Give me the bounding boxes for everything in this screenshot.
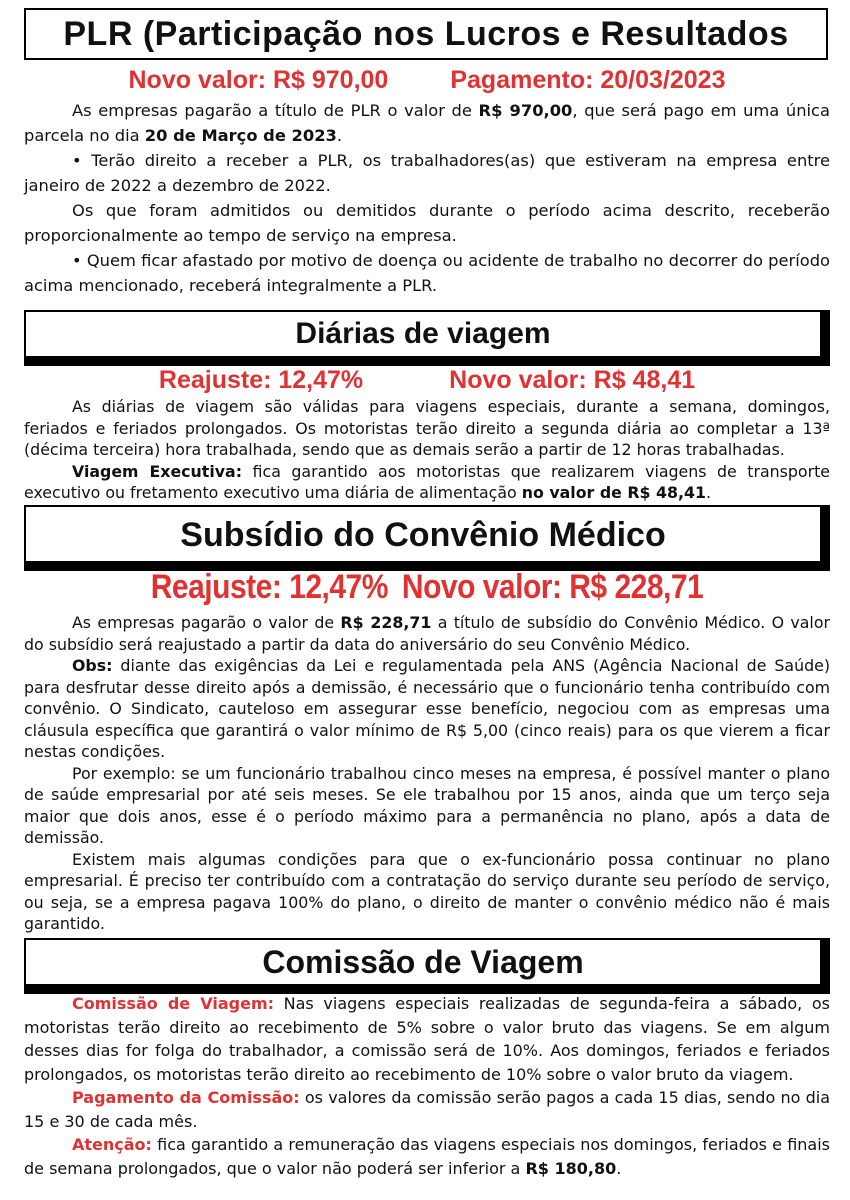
comissao-p3-text: fica garantido a remuneração das viagens especiais nos domingos, feriados e finais de semana prolongados, que o valor não poderá ser inferior a <box>24 1135 830 1178</box>
subsidio-paragraph-3: Por exemplo: se um funcionário trabalhou cinco meses na empresa, é possível manter o plano de saúde empresarial por até seis meses. Se ele trabalhou por 15 anos, ainda que um terço seja maior que dois anos, esse é o período máximo para a permanência no plano, após a data de demissão. <box>24 763 830 847</box>
comissao-paragraph-1 <box>24 992 830 1086</box>
diarias-highlight-row <box>24 366 830 395</box>
plr-p1-date: 20 de Março de 2023 <box>144 126 337 145</box>
subsidio-p2-label: Obs: <box>72 656 113 675</box>
comissao-p3-label: Atenção: <box>72 1135 152 1154</box>
plr-paragraph-2: • Terão direito a receber a PLR, os trabalhadores(as) que estiveram na empresa entre janeiro de 2022 a dezembro de 2022. <box>24 151 830 195</box>
plr-payment-date: Pagamento: 20/03/2023 <box>450 66 726 94</box>
subsidio-new-value: Novo valor: R$ 228,71 <box>401 568 704 606</box>
subsidio-paragraph-2 <box>24 655 830 763</box>
diarias-paragraph-2 <box>24 461 830 504</box>
plr-paragraph-1 <box>24 98 830 148</box>
subsidio-highlight-row <box>24 568 830 607</box>
diarias-p2-amount: no valor de R$ 48,41 <box>521 483 706 502</box>
diarias-adjustment: Reajuste: 12,47% <box>158 366 364 394</box>
subsidio-paragraph-1 <box>24 612 830 655</box>
subsidio-paragraph-4: Existem mais algumas condições para que o ex-funcionário possa continuar no plano empresarial. É preciso ter contribuído com a contratação do serviço durante seu período de serviço, ou seja, se a empresa pagava 100% do plano, o direito de manter o convênio médico não é mais garantido. <box>24 849 830 933</box>
comissao-p1-text: Nas viagens especiais realizadas de segunda-feira a sábado, os motoristas terão direito ao recebimento de 5% sobre o valor bruto das viagens. Se em algum desses dias for folga do trabalhador, a comissão será de 10%. Aos domingos, feriados e feriados prolongados, os motoristas terão direito ao recebimento de 10% sobre o valor bruto da viagem. <box>24 994 830 1084</box>
plr-p1-text-b: , que será pago em uma única parcela no dia <box>24 101 830 145</box>
diarias-new-value: Novo valor: R$ 48,41 <box>449 366 696 394</box>
plr-title: PLR (Participação nos Lucros e Resultados <box>24 8 828 60</box>
subsidio-p1-amount: R$ 228,71 <box>340 613 432 632</box>
plr-body <box>24 98 830 298</box>
comissao-paragraph-2 <box>24 1086 830 1133</box>
comissao-p2-label: Pagamento da Comissão: <box>72 1088 300 1107</box>
subsidio-body <box>24 612 830 935</box>
subsidio-title: Subsídio do Convênio Médico <box>24 505 830 571</box>
comissao-paragraph-3 <box>24 1133 830 1180</box>
plr-p1-text-a: As empresas pagarão a título de PLR o valor de <box>72 101 479 120</box>
comissao-title: Comissão de Viagem <box>24 938 830 994</box>
subsidio-p1-text-b: a título de subsídio do Convênio Médico. O valor do subsídio será reajustado a partir da data do aniversário do seu Convênio Médico. <box>24 613 830 654</box>
subsidio-adjustment: Reajuste: 12,47% <box>150 568 388 606</box>
diarias-body <box>24 396 830 504</box>
plr-p1-amount: R$ 970,00 <box>478 101 573 120</box>
subsidio-p1-text-a: As empresas pagarão o valor de <box>72 613 341 632</box>
plr-paragraph-4: • Quem ficar afastado por motivo de doença ou acidente de trabalho no decorrer do período acima mencionado, receberá integralmente a PLR. <box>24 251 830 295</box>
subsidio-p2-text: diante das exigências da Lei e regulamentada pela ANS (Agência Nacional de Saúde) para desfrutar desse direito após a demissão, é necessário que o funcionário tenha contribuído com convênio. O Sindicato, cauteloso em assegurar esse benefício, negociou com as empresas uma cláusula específica que garantirá o valor mínimo de R$ 5,00 (cinco reais) para os que vierem a ficar nestas condições. <box>24 656 830 761</box>
comissao-p2-text: os valores da comissão serão pagos a cada 15 dias, sendo no dia 15 e 30 de cada mês. <box>24 1088 831 1131</box>
plr-p1-end: . <box>336 126 343 145</box>
comissao-body <box>24 992 830 1180</box>
diarias-title: Diárias de viagem <box>24 310 830 366</box>
comissao-p3-end: . <box>616 1158 622 1178</box>
plr-new-value: Novo valor: R$ 970,00 <box>128 66 389 94</box>
plr-highlight-row <box>24 66 830 95</box>
comissao-p3-amount: R$ 180,80 <box>525 1158 617 1178</box>
comissao-p1-label: Comissão de Viagem: <box>72 994 275 1013</box>
diarias-p2-text: fica garantido aos motoristas que realizarem viagens de transporte executivo ou fretamento executivo uma diária de alimentação <box>24 461 830 502</box>
plr-paragraph-3: Os que foram admitidos ou demitidos durante o período acima descrito, receberão proporcionalmente ao tempo de serviço na empresa. <box>24 201 830 245</box>
diarias-p2-label: Viagem Executiva: <box>72 461 243 481</box>
diarias-p2-end: . <box>706 483 712 502</box>
diarias-paragraph-1: As diárias de viagem são válidas para viagens especiais, durante a semana, domingos, feriados e feriados prolongados. Os motoristas terão direito a segunda diária ao completar a 13ª (décima terceira) hora trabalhada, sendo que as demais serão a partir de 12 horas trabalhadas. <box>24 397 830 459</box>
